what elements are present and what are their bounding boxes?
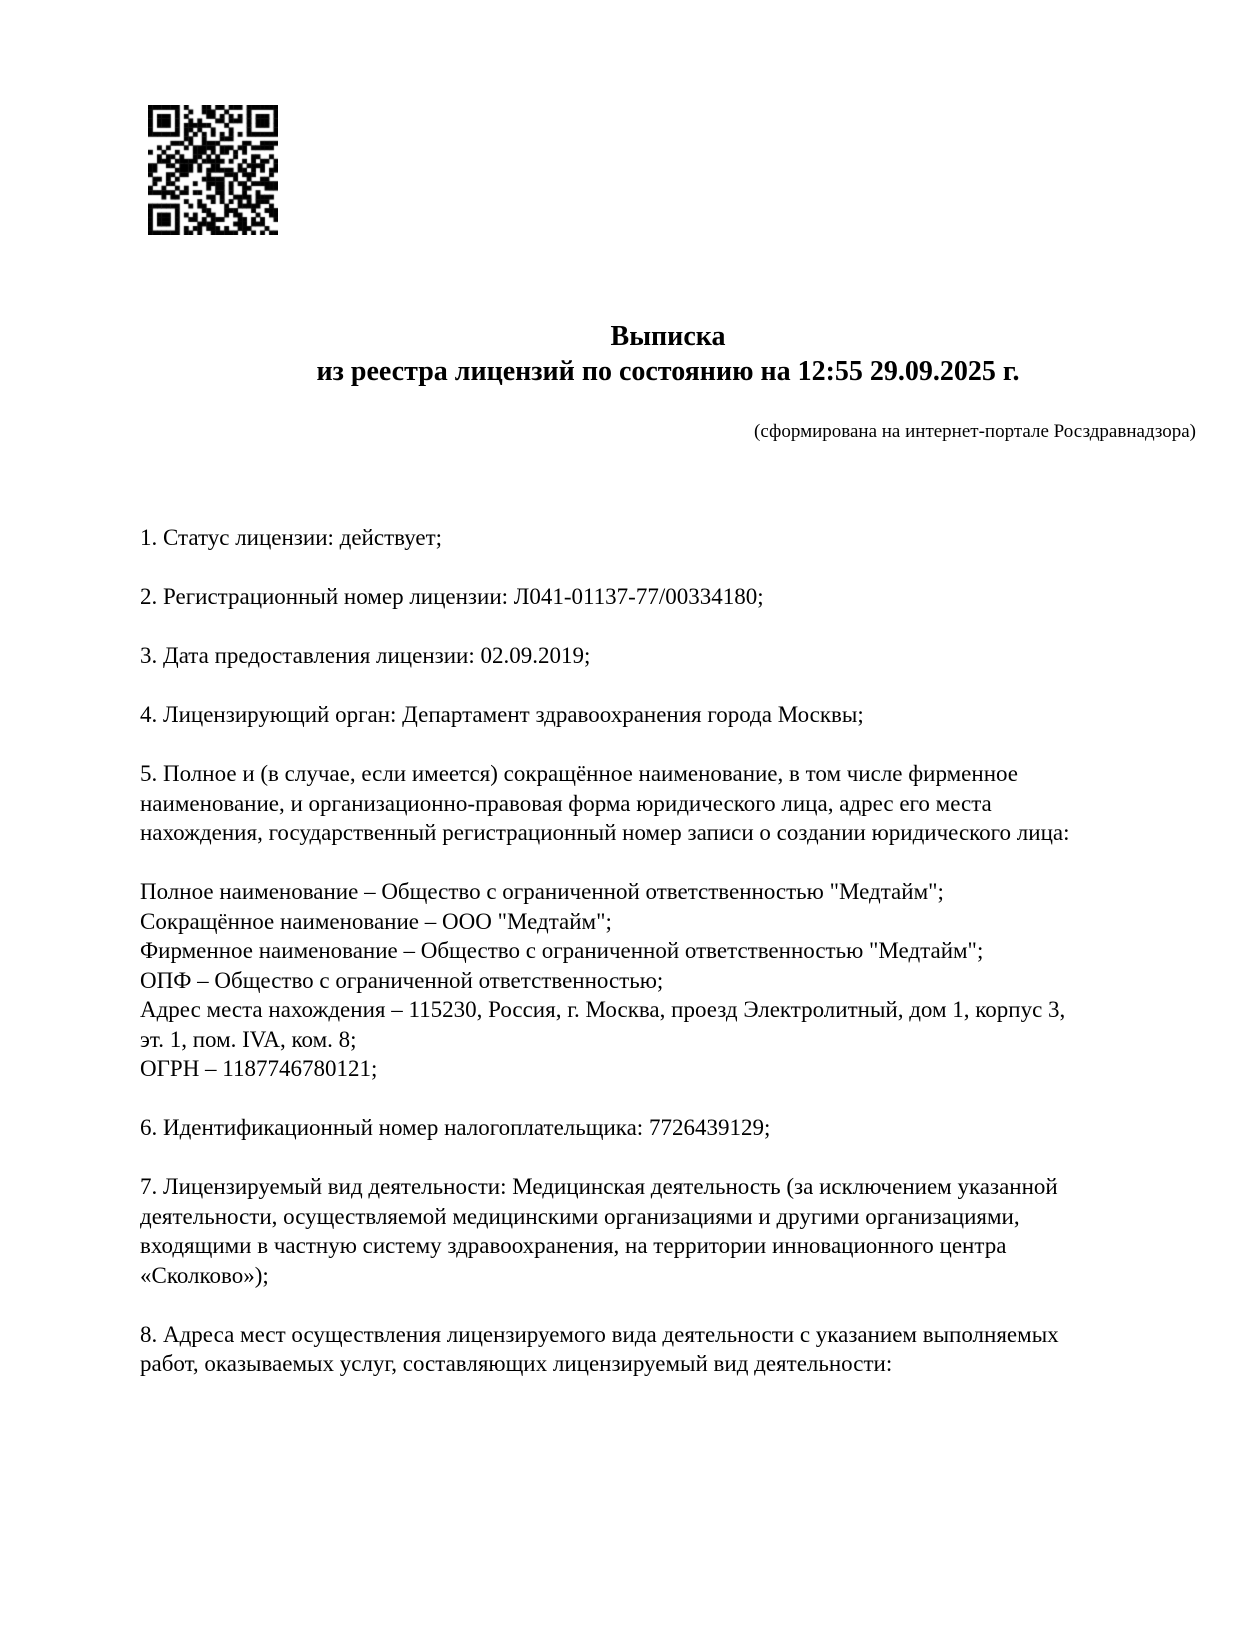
grant-date-paragraph: 3. Дата предоставления лицензии: 02.09.2019; — [140, 643, 591, 668]
licensing-authority-paragraph: 4. Лицензирующий орган: Департамент здравоохранения города Москвы; — [140, 702, 864, 727]
title-line-1: Выписка — [610, 321, 726, 352]
licensed-activity-paragraph: 7. Лицензируемый вид деятельности: Медицинская деятельность (за исключением указанной деятельности, осуществляемой медицинскими организациями и другими организациями, входящими в частную систему здравоохранения, на территории инновационного центра «Сколково»); — [140, 1174, 1058, 1288]
registration-number-paragraph: 2. Регистрационный номер лицензии: Л041-01137-77/00334180; — [140, 584, 764, 609]
title-line-2: из реестра лицензий по состоянию на 12:55 29.09.2025 г. — [316, 356, 1020, 387]
legal-entity-details-paragraph: Полное наименование – Общество с ограниченной ответственностью "Медтайм"; Сокращённое наименование – ООО "Медтайм"; Фирменное наименование – Общество с ограниченной ответственностью "Медтайм"; ОПФ – Общество с ограниченной ответственностью; Адрес места нахождения – 115230, Россия, г. Москва, проезд Электролитный, дом 1, корпус 3, эт. 1, пом. IVA, ком. 8; ОГРН – 1187746780121; — [140, 879, 1066, 1081]
qr-code-icon — [148, 105, 278, 235]
document-subtitle: (сформирована на интернет-портале Росздравнадзора) — [754, 421, 1196, 442]
license-status-paragraph: 1. Статус лицензии: действует; — [140, 525, 443, 550]
activity-addresses-paragraph: 8. Адреса мест осуществления лицензируемого вида деятельности с указанием выполняемых работ, оказываемых услуг, составляющих лицензируемый вид деятельности: — [140, 1321, 1059, 1376]
document-body — [140, 523, 1196, 1408]
document-title — [140, 319, 1196, 389]
legal-entity-heading-paragraph: 5. Полное и (в случае, если имеется) сокращённое наименование, в том числе фирменное наименование, и организационно-правовая форма юридического лица, адрес его места нахождения, государственный регистрационный номер записи о создании юридического лица: — [140, 761, 1070, 845]
taxpayer-number-paragraph: 6. Идентификационный номер налогоплательщика: 7726439129; — [140, 1115, 771, 1140]
